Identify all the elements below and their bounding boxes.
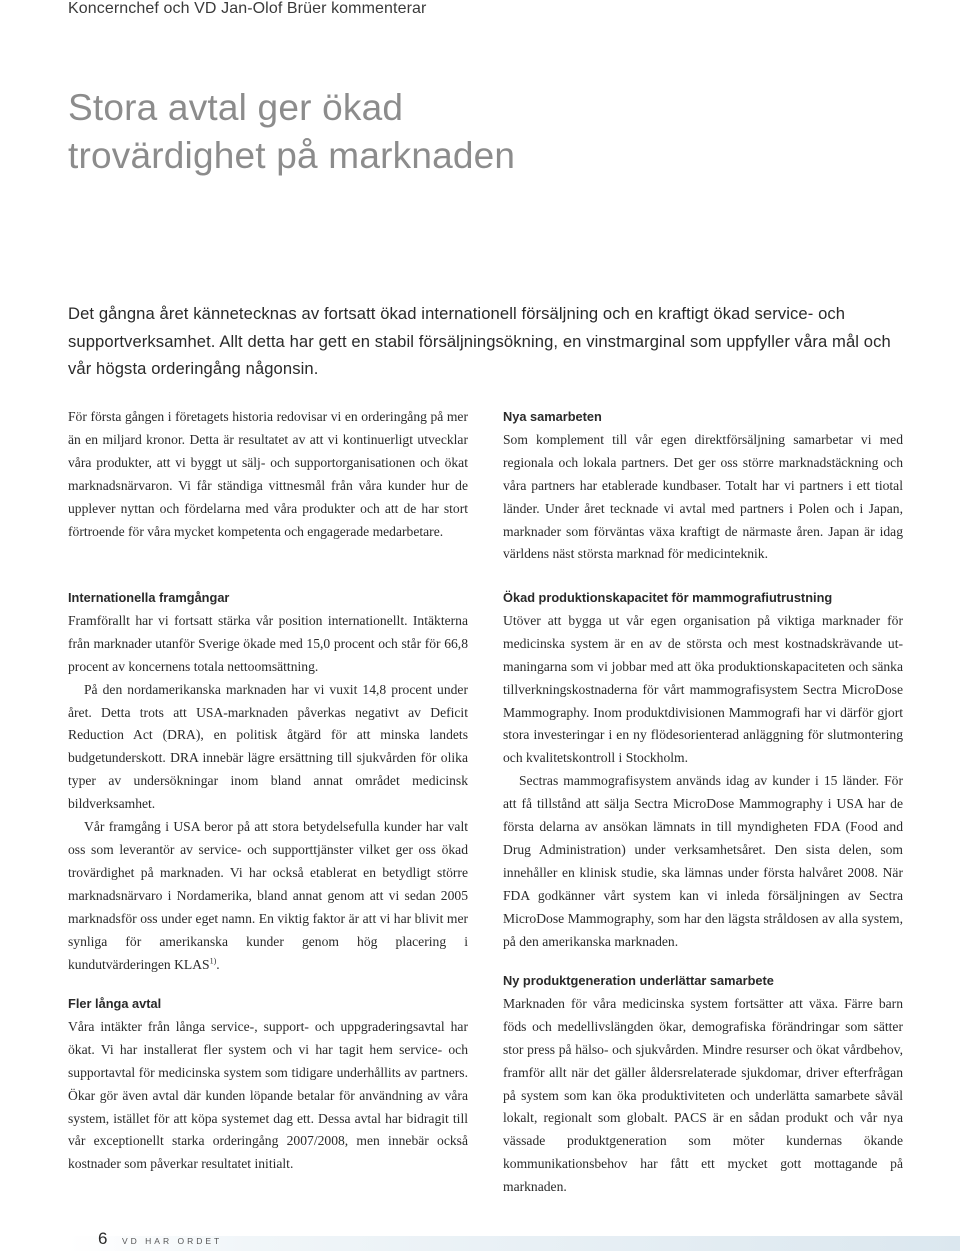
body-paragraph: Våra intäkter från långa service-, support- och uppgraderingsavtal har ökat. Vi har installerat fler system och vi har tagit hem service- och supportavtal för medicinska system som tidigare underhållits av partners. Ökar gör även avtal där kunden löpande betalar för användning av våra system, istället för att köpa systemet dag ett. Dessa avtal har bidragit till vår exceptionellt starka orderingång 2007/2008, men innebär också kostnader som påverkar resultatet initialt. — [68, 1018, 468, 1172]
body-paragraph: Marknaden för våra medicinska system fortsätter att växa. Färre barn föds och medellivslängden ökar, demografiska förändringar som sätter stor press på hälso- och sjukvården. Mindre resurser och ökat vårdbehov, framför allt när det gäller åldersrelaterade sjukdomar, driver efterfrågan på system som kan öka produktiviteten och underlätta samarbete såväl lokalt, regionalt som globalt. PACS är en sådan produkt och vår nya vässade produktgeneration som möter kundernas ökande kommunikationsbehov har fått ett mycket gott mottagande på marknaden. — [503, 995, 903, 1195]
body-paragraph-end: . — [216, 956, 220, 972]
body-paragraph — [68, 816, 468, 976]
left-intro-block — [68, 406, 468, 543]
section-heading: Ny produktgeneration underlättar samarbete — [503, 973, 774, 988]
section-internationella-framgangar — [68, 587, 468, 976]
section-fler-langa-avtal — [68, 993, 468, 1176]
footnote-marker: 1) — [209, 955, 217, 965]
section-nya-samarbeten — [503, 406, 903, 566]
section-heading: Fler långa avtal — [68, 996, 162, 1011]
footer-label: VD HAR ORDET — [122, 1236, 223, 1246]
page-title — [68, 84, 828, 180]
section-heading: Nya samarbeten — [503, 409, 602, 424]
page-number: 6 — [98, 1229, 108, 1248]
running-head: Koncernchef och VD Jan-Olof Brüer kommenterar — [68, 0, 427, 17]
body-paragraph-text: Vår framgång i USA beror på att stora betydelsefulla kunder har valt oss som leverantör av service- och supporttjänster vilket ger oss ökad trovärdighet på marknaden. Vi har också etablerat en betydligt större marknadsnärvaro i Nordamerika, bland annat genom att vi sedan 2005 marknadsför oss under eget namn. En viktig faktor är att vi har blivit mer synliga för amerikanska kunder genom hög placering i kundutvärderingen KLAS — [68, 819, 468, 972]
body-paragraph: Som komplement till vår egen direktförsäljning samarbetar vi med regionala och lokala partners. Det ger oss större marknadstäckning och våra partners har etablerade kundbaser. Totalt har vi partners i ett tiotal länder. Under året tecknade vi avtal med partners i Polen och i Japan, marknader som förväntas växa kraftigt de närmaste åren. Japan är idag världens näst största marknad för medicinteknik. — [503, 431, 903, 562]
body-paragraph: Utöver att bygga ut vår egen organisation på viktiga marknader för medicinska system är en av de största och mest kostnadskrävande utmaningarna som vi jobbar med att öka produktionskapaciteten och sänka tillverkningskostnaderna för vårt mammografisystem Sectra MicroDose Mammography. Inom produktdivisionen Mammografi har vi därför gjort stora investeringar i en ny flödesorienterad anläggning för slutmontering och kvalitetskontroll i Stockholm. — [503, 612, 903, 766]
section-okad-produktionskapacitet — [503, 587, 903, 954]
intro-paragraph: För första gången i företagets historia redovisar vi en orderingång på mer än en miljard kronor. Detta är resultatet av att vi kontinuerligt utvecklar våra produkter, att vi byggt ut sälj- och supportorganisationen och ökat marknadsnärvaron. Vi får ständiga vittnesmål från våra kunder hur de upplever nyttan och fördelarna med våra produkter och att de har stort förtroende för våra mycket kompetenta och engagerade medarbetare. — [68, 409, 468, 539]
section-heading: Internationella framgångar — [68, 590, 230, 605]
section-ny-produktgeneration — [503, 970, 903, 1199]
lead-paragraph: Det gångna året kännetecknas av fortsatt ökad internationell försäljning och en kraftigt ökad service- och supportverksamhet. Allt detta har gett en stabil försäljningsökning, en vinstmarginal som uppfyller våra mål och vår högsta orderingång någonsin. — [68, 304, 891, 378]
page-title-line-1: Stora avtal ger ökad — [68, 87, 404, 128]
body-paragraph: Sectras mammografisystem används idag av kunder i 15 länder. För att få tillstånd att sälja Sectra MicroDose Mammography i USA har de första delarna av ansökan lämnats in till myndigheten FDA (Food and Drug Administration) under verksamhetsåret. Den sista delen, som innehåller en klinisk studie, ska lämnas under första halvåret 2008. När FDA godkänner vårt system kan vi inleda försäljningen av Sectra MicroDose Mammography, som har den lägsta stråldosen av alla system, på den amerikanska marknaden. — [503, 773, 903, 949]
page-title-line-2: trovärdighet på marknaden — [68, 135, 516, 176]
body-paragraph: Framförallt har vi fortsatt stärka vår position internationellt. Intäkterna från marknader utanför Sverige ökade med 15,0 procent och står för 66,8 procent av koncernens totala nettoomsättning. — [68, 612, 468, 674]
body-paragraph: På den nordamerikanska marknaden har vi vuxit 14,8 procent under året. Detta trots att USA-marknaden påverkas negativt av Deficit Reduction Act (DRA), en politisk åtgärd för att minska landets budgetunderskott. DRA innebär lägre ersättning till sjukvården för olika typer av undersökningar inom bland annat området medicinsk bildverksamhet. — [68, 681, 468, 812]
section-heading: Ökad produktionskapacitet för mammografiutrustning — [503, 590, 833, 605]
